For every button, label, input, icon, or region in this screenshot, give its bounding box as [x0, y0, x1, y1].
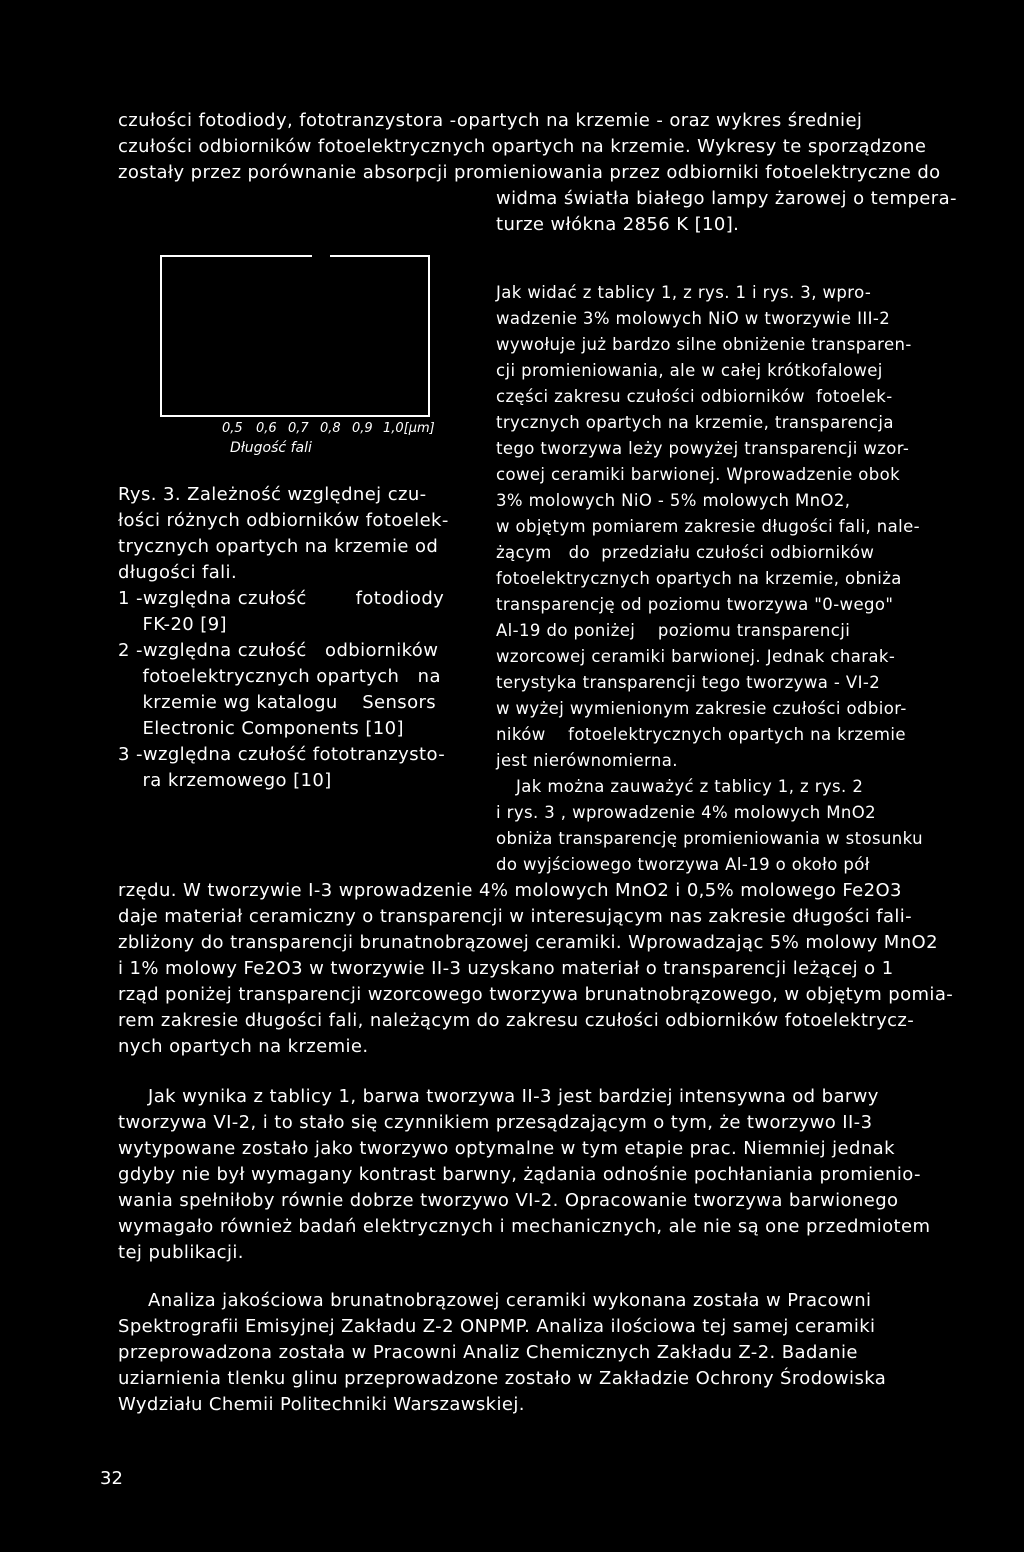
text-line: wymagało również badań elektrycznych i mechanicznych, ale nie są one przedmiotem: [118, 1216, 931, 1237]
text-line: gdyby nie był wymagany kontrast barwny, żądania odnośnie pochłaniania promienio-: [118, 1164, 921, 1185]
text-line: w wyżej wymienionym zakresie czułości odbior-: [496, 699, 907, 718]
x-tick-label: 0,8: [320, 421, 341, 436]
text-line: wywołuje już bardzo silne obniżenie transparen-: [496, 335, 912, 354]
x-axis-label: Długość fali: [230, 440, 312, 456]
x-tick-label: 0,5: [222, 421, 243, 436]
text-line: terystyka transparencji tego tworzywa - VI-2: [496, 673, 881, 692]
x-tick-label: 0,7: [288, 421, 309, 436]
text-line: Jak wynika z tablicy 1, barwa tworzywa II-3 jest bardziej intensywna od barwy: [148, 1086, 879, 1107]
caption-line: 2 -względna czułość odbiorników: [118, 640, 439, 661]
text-line: Spektrografii Emisyjnej Zakładu Z-2 ONPMP. Analiza ilościowa tej samej ceramiki: [118, 1316, 876, 1337]
caption-line: 3 -względna czułość fototranzysto-: [118, 744, 446, 765]
caption-line: ra krzemowego [10]: [118, 770, 332, 791]
text-line: wadzenie 3% molowych NiO w tworzywie III-2: [496, 309, 891, 328]
text-line: zbliżony do transparencji brunatnobrązowej ceramiki. Wprowadzając 5% molowy MnO2: [118, 932, 938, 953]
text-line: żącym do przedziału czułości odbiorników: [496, 543, 875, 562]
text-line: 3% molowych NiO - 5% molowych MnO2,: [496, 491, 851, 510]
text-line: w objętym pomiarem zakresie długości fali, nale-: [496, 517, 921, 536]
text-line: wzorcowej ceramiki barwionej. Jednak charak-: [496, 647, 896, 666]
text-line: wytypowane zostało jako tworzywo optymalne w tym etapie prac. Niemniej jednak: [118, 1138, 895, 1159]
text-line: jest nierównomierna.: [496, 751, 678, 770]
text-line: Wydziału Chemii Politechniki Warszawskiej.: [118, 1394, 525, 1415]
caption-line: Electronic Components [10]: [118, 718, 404, 739]
text-line: Jak widać z tablicy 1, z rys. 1 i rys. 3, wpro-: [496, 283, 872, 302]
caption-line: Rys. 3. Zależność względnej czu-: [118, 484, 427, 505]
text-line: widma światła białego lampy żarowej o tempera-: [496, 188, 957, 209]
text-line: fotoelektrycznych opartych na krzemie, obniża: [496, 569, 902, 588]
caption-line: fotoelektrycznych opartych na: [118, 666, 441, 687]
text-line: i rys. 3 , wprowadzenie 4% molowych MnO2: [496, 803, 876, 822]
text-line: Analiza jakościowa brunatnobrązowej ceramiki wykonana została w Pracowni: [148, 1290, 872, 1311]
text-line: czułości odbiorników fotoelektrycznych opartych na krzemie. Wykresy te sporządzone: [118, 136, 927, 157]
text-line: czułości fotodiody, fototranzystora -opartych na krzemie - oraz wykres średniej: [118, 110, 863, 131]
text-line: obniża transparencję promieniowania w stosunku: [496, 829, 923, 848]
x-tick-label: 1,0[μm]: [383, 421, 435, 436]
text-line: trycznych opartych na krzemie, transparencja: [496, 413, 894, 432]
text-line: tworzywa VI-2, i to stało się czynnikiem przesądzającym o tym, że tworzywo II-3: [118, 1112, 873, 1133]
text-line: nych opartych na krzemie.: [118, 1036, 369, 1057]
caption-line: krzemie wg katalogu Sensors: [118, 692, 437, 713]
text-line: ników fotoelektrycznych opartych na krzemie: [496, 725, 906, 744]
caption-line: długości fali.: [118, 562, 238, 583]
text-line: rzędu. W tworzywie I-3 wprowadzenie 4% molowych MnO2 i 0,5% molowego Fe2O3: [118, 880, 902, 901]
text-line: Al-19 do poniżej poziomu transparencji: [496, 621, 851, 640]
text-line: tego tworzywa leży powyżej transparencji wzor-: [496, 439, 910, 458]
text-line: rem zakresie długości fali, należącym do zakresu czułości odbiorników fotoelektrycz-: [118, 1010, 915, 1031]
text-line: do wyjściowego tworzywa Al-19 o około pół: [496, 855, 870, 874]
caption-line: łości różnych odbiorników fotoelek-: [118, 510, 449, 531]
caption-line: 1 -względna czułość fotodiody: [118, 588, 445, 609]
text-line: Jak można zauważyć z tablicy 1, z rys. 2: [516, 777, 864, 796]
text-line: zostały przez porównanie absorpcji promieniowania przez odbiorniki fotoelektryczne do: [118, 162, 941, 183]
page-number: 32: [100, 1468, 123, 1489]
caption-line: trycznych opartych na krzemie od: [118, 536, 439, 557]
text-line: daje materiał ceramiczny o transparencji w interesującym nas zakresie długości fali-: [118, 906, 913, 927]
text-line: przeprowadzona została w Pracowni Analiz Chemicznych Zakładu Z-2. Badanie: [118, 1342, 858, 1363]
text-line: i 1% molowy Fe2O3 w tworzywie II-3 uzyskano materiał o transparencji leżącej o 1: [118, 958, 894, 979]
text-line: cowej ceramiki barwionej. Wprowadzenie obok: [496, 465, 901, 484]
text-line: turze włókna 2856 K [10].: [496, 214, 740, 235]
plot-frame: [160, 255, 430, 417]
text-line: transparencję od poziomu tworzywa "0-wego": [496, 595, 894, 614]
text-line: wania spełniłoby równie dobrze tworzywo VI-2. Opracowanie tworzywa barwionego: [118, 1190, 899, 1211]
text-line: tej publikacji.: [118, 1242, 244, 1263]
text-line: części zakresu czułości odbiorników fotoelek-: [496, 387, 893, 406]
caption-line: FK-20 [9]: [118, 614, 227, 635]
text-line: rząd poniżej transparencji wzorcowego tworzywa brunatnobrązowego, w objętym pomia-: [118, 984, 954, 1005]
text-line: uziarnienia tlenku glinu przeprowadzone zostało w Zakładzie Ochrony Środowiska: [118, 1368, 887, 1389]
x-tick-label: 0,6: [256, 421, 277, 436]
x-tick-label: 0,9: [352, 421, 373, 436]
text-line: cji promieniowania, ale w całej krótkofalowej: [496, 361, 883, 380]
